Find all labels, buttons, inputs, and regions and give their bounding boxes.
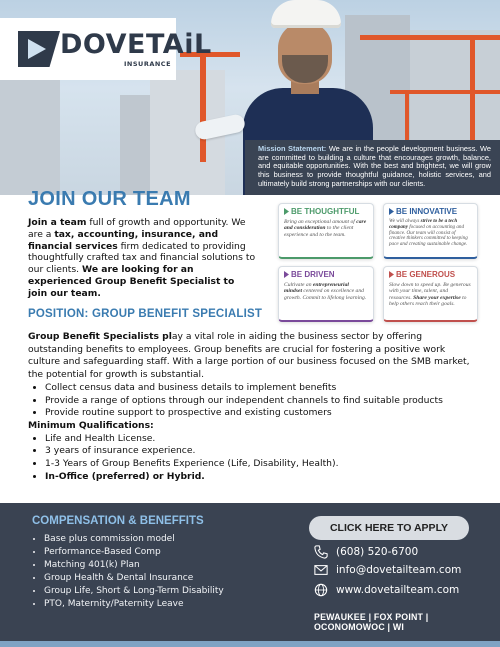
building-shape bbox=[120, 95, 150, 195]
benefits-list bbox=[30, 533, 224, 611]
mail-icon bbox=[314, 563, 328, 577]
building-shape bbox=[0, 60, 60, 195]
mission-text: We are in the people development business. We are committed to building a culture that encourages growth, balance, and equitable opportunities. With the best and brightest, we will grow this business to provide thoughtful guidance, holistic services, and ultimately build strong partnerships with our clients. bbox=[258, 144, 491, 188]
intro-lead: Join a team bbox=[28, 217, 87, 228]
dovetail-logo-icon bbox=[18, 31, 60, 67]
list-item: • Collect census data and business details to implement benefits bbox=[45, 382, 476, 395]
arrow-icon bbox=[389, 271, 394, 278]
website-contact[interactable] bbox=[314, 583, 459, 597]
value-desc-text: Slow down to speed up. Be generous with your time, talent, and resources. bbox=[389, 282, 471, 301]
value-description bbox=[284, 282, 368, 301]
list-item: • Provide routine support to prospective and existing customers bbox=[45, 407, 476, 420]
list-item: • Matching 401(k) Plan bbox=[44, 559, 224, 572]
hard-hat-icon bbox=[271, 0, 341, 28]
value-desc-text: Bring an exceptional amount of bbox=[284, 219, 357, 225]
value-title bbox=[284, 270, 368, 279]
value-title-text: BE INNOVATIVE bbox=[396, 207, 458, 216]
value-card-innovative bbox=[383, 203, 478, 259]
phone-contact[interactable] bbox=[314, 545, 418, 559]
qualifications-title: Minimum Qualifications: bbox=[28, 419, 154, 431]
arrow-icon bbox=[389, 208, 394, 215]
footer-stripe bbox=[0, 641, 500, 647]
intro-services: tax, accounting, insurance, and financial services bbox=[28, 228, 219, 252]
duties-list bbox=[28, 382, 476, 420]
value-card-driven bbox=[278, 266, 374, 322]
position-paragraph bbox=[28, 331, 476, 382]
value-desc-text: to help others reach their goals. bbox=[389, 294, 467, 308]
qualifications-list bbox=[28, 433, 476, 484]
value-description bbox=[389, 282, 472, 308]
apply-button[interactable]: CLICK HERE TO APPLY bbox=[309, 516, 469, 540]
list-item: • PTO, Maternity/Paternity Leave bbox=[44, 598, 224, 611]
value-desc-text: We will always bbox=[389, 218, 421, 224]
value-desc-emph: entrepreneurial mindset bbox=[284, 282, 349, 295]
list-item: • Performance-Based Comp bbox=[44, 546, 224, 559]
value-desc-emph: care and consideration bbox=[284, 219, 367, 232]
list-item: • 3 years of insurance experience. bbox=[45, 445, 476, 458]
value-card-generous bbox=[383, 266, 478, 322]
list-item: • 1-3 Years of Group Benefits Experience (Life, Disability, Health). bbox=[45, 458, 476, 471]
arrow-icon bbox=[284, 208, 289, 215]
value-title-text: BE GENEROUS bbox=[396, 270, 456, 279]
value-title bbox=[284, 207, 368, 216]
scaffold-beam bbox=[200, 52, 206, 162]
mission-statement bbox=[245, 140, 500, 195]
position-text: ay a vital role in aiding the business sector by offering outstanding benefits to employees. Group benefits are crucial for fostering a positive work culture and safeguarding staff. With a large portion of our business focused on the SMB market, the potential for growth is substantial. bbox=[28, 331, 470, 381]
footer bbox=[0, 503, 500, 647]
value-desc-emph: Share your expertise bbox=[413, 294, 461, 301]
locations: PEWAUKEE | FOX POINT | OCONOMOWOC | WI bbox=[314, 612, 429, 632]
value-description bbox=[389, 219, 472, 248]
hero-image bbox=[0, 0, 500, 195]
intro-paragraph bbox=[28, 217, 256, 300]
value-desc-text: to the client experience and to the team. bbox=[284, 225, 354, 238]
value-desc-emph: strive to be a tech company bbox=[389, 218, 458, 230]
intro-text: full of growth and opportunity. We are a bbox=[28, 217, 246, 240]
email-address: info@dovetailteam.com bbox=[336, 564, 462, 576]
logo-subtitle: INSURANCE bbox=[124, 60, 172, 68]
value-title bbox=[389, 270, 472, 279]
phone-number: (608) 520-6700 bbox=[336, 546, 419, 558]
value-card-thoughtful bbox=[278, 203, 374, 259]
value-title-text: BE DRIVEN bbox=[291, 270, 335, 279]
value-description bbox=[284, 219, 368, 238]
logo bbox=[0, 18, 212, 80]
position-lead: Group Benefit Specialists pl bbox=[28, 331, 172, 342]
compensation-title: COMPENSATION & BENEFFITS bbox=[32, 515, 204, 527]
globe-icon bbox=[314, 583, 328, 597]
position-title: POSITION: GROUP BENEFIT SPECIALIST bbox=[28, 308, 263, 320]
list-item: • Group Health & Dental Insurance bbox=[44, 572, 224, 585]
arrow-icon bbox=[284, 271, 289, 278]
value-title bbox=[389, 207, 472, 216]
intro-text: firm dedicated to providing thoughtfully crafted tax and financial solutions to our clients. bbox=[28, 240, 256, 276]
phone-icon bbox=[314, 545, 328, 559]
value-desc-text: focused on accounting and finance. Our team will consist of creative thinkers committed to keeping pace and creating sustainable change. bbox=[389, 223, 468, 248]
list-item: • Life and Health License. bbox=[45, 433, 476, 446]
list-item: • Group Life, Short & Long-Term Disability bbox=[44, 585, 224, 598]
list-item: • Base plus commission model bbox=[44, 533, 224, 546]
list-item: • In-Office (preferred) or Hybrid. bbox=[45, 471, 476, 484]
value-title-text: BE THOUGHTFUL bbox=[291, 207, 360, 216]
website-url: www.dovetailteam.com bbox=[336, 584, 460, 596]
page-title: JOIN OUR TEAM bbox=[28, 188, 191, 210]
scaffold-beam bbox=[470, 35, 475, 155]
value-desc-text: centered on excellence and growth. Commit to lifelong learning. bbox=[284, 288, 367, 301]
list-item: • Provide a range of options through our independent channels to find suitable products bbox=[45, 395, 476, 408]
value-desc-text: Cultivate an bbox=[284, 282, 313, 288]
mission-label: Mission Statement: bbox=[258, 144, 327, 153]
position-description bbox=[28, 331, 476, 483]
email-contact[interactable] bbox=[314, 563, 461, 577]
scaffold-beam bbox=[360, 35, 500, 40]
intro-callout: We are looking for an experienced Group Benefit Specialist to join our team. bbox=[28, 264, 235, 299]
logo-wordmark: DOVETAiL bbox=[60, 29, 212, 60]
